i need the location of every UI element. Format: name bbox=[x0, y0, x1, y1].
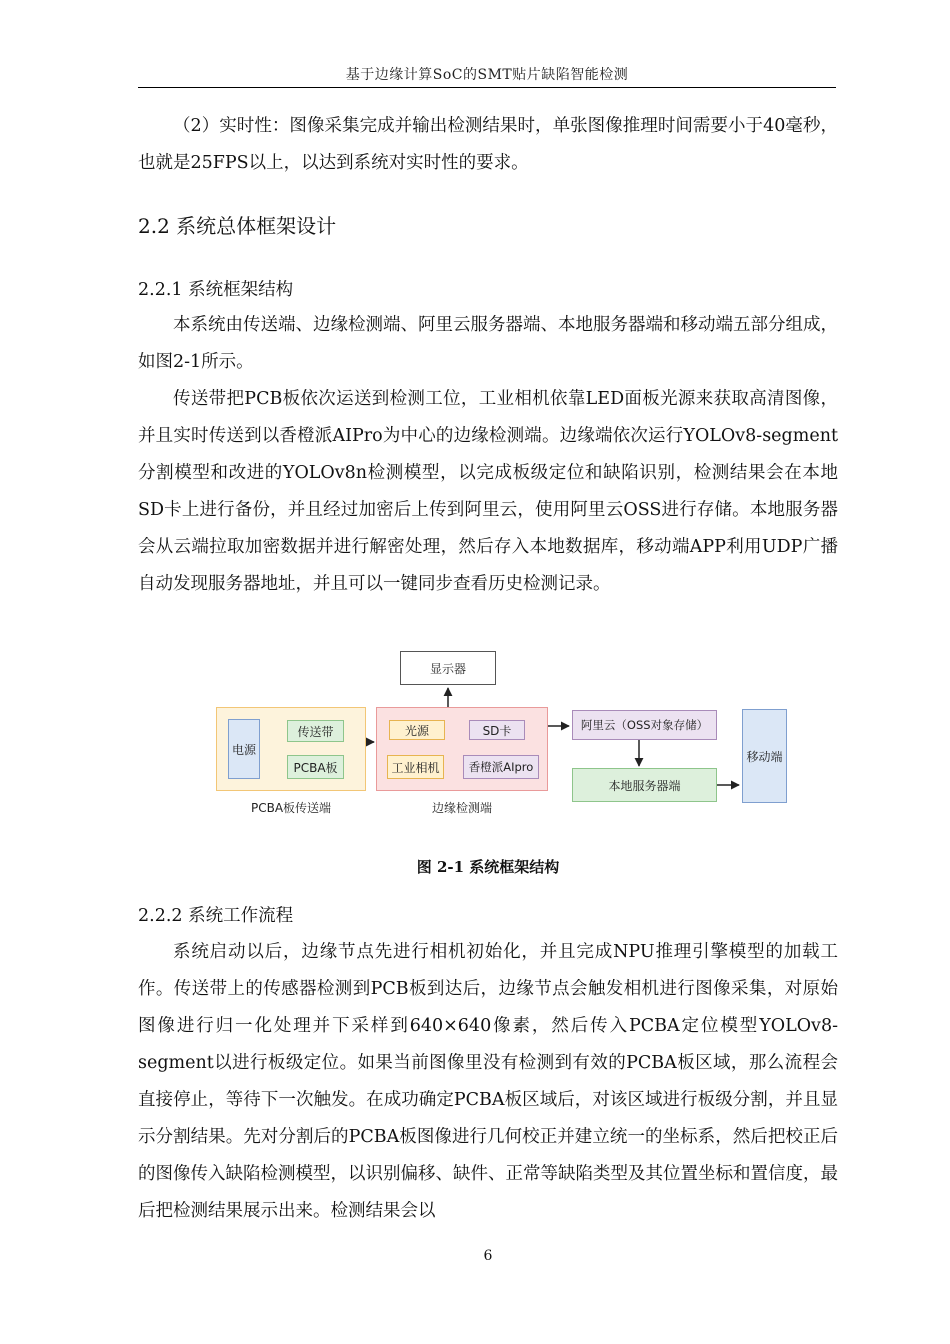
conveyor-box bbox=[287, 720, 344, 742]
light-label: 光源 bbox=[404, 723, 429, 738]
mobile-label: 移动端 bbox=[746, 749, 783, 764]
aliyun-oss-box bbox=[572, 710, 717, 740]
page-number: 6 bbox=[483, 1248, 493, 1264]
paragraph-composition: 本系统由传送端、边缘检测端、阿里云服务器端、本地服务器端和移动端五部分组成，如图2-1所示。 bbox=[138, 315, 838, 372]
pcba-box bbox=[287, 755, 344, 779]
paragraph-realtime: （2）实时性：图像采集完成并输出检测结果时，单张图像推理时间需要小于40毫秒，也就是25FPS以上，以达到系统对实时性的要求。 bbox=[138, 116, 838, 173]
local-server-box bbox=[572, 768, 717, 802]
figure-caption: 图 2-1 系统框架结构 bbox=[416, 858, 560, 876]
aliyun-oss-label: 阿里云（OSS对象存储） bbox=[580, 718, 709, 732]
edge-group-label: 边缘检测端 bbox=[431, 801, 492, 815]
industrial-camera-box bbox=[387, 755, 444, 779]
header-rule bbox=[138, 87, 836, 88]
system-framework-diagram bbox=[214, 648, 794, 828]
industrial-camera-label: 工业相机 bbox=[391, 760, 440, 775]
display-box bbox=[400, 651, 496, 685]
display-label: 显示器 bbox=[429, 661, 466, 676]
orangepi-box bbox=[463, 755, 539, 779]
mobile-box bbox=[742, 709, 787, 803]
sd-card-label: SD卡 bbox=[482, 723, 512, 738]
power-box bbox=[228, 719, 260, 779]
section-heading-2-2-1: 2.2.1 系统框架结构 bbox=[138, 280, 294, 300]
light-box bbox=[389, 720, 445, 740]
conveyor-label: 传送带 bbox=[297, 724, 334, 739]
local-server-label: 本地服务器端 bbox=[608, 778, 681, 793]
transfer-group-label: PCBA板传送端 bbox=[250, 801, 332, 815]
section-heading-2-2: 2.2 系统总体框架设计 bbox=[138, 214, 337, 238]
pcba-label: PCBA板 bbox=[293, 760, 338, 775]
sd-card-box bbox=[469, 720, 525, 740]
paragraph-workflow: 系统启动以后，边缘节点先进行相机初始化，并且完成NPU推理引擎模型的加载工作。传送带上的传感器检测到PCB板到达后，边缘节点会触发相机进行图像采集，对原始图像进行归一化处理并下采样到640×640像素，然后传入PCBA定位模型YOLOv8-segment以进行板级定位。如果当前图像里没有检测到有效的PCBA板区域，那么流程会直接停止，等待下一次触发。在成功确定PCBA板区域后，对该区域进行板级分割，并且显示分割结果。先对分割后的PCBA板图像进行几何校正并建立统一的坐标系，然后把校正后的图像传入缺陷检测模型，以识别偏移、缺件、正常等缺陷类型及其位置坐标和置信度，最后把检测结果展示出来。检测结果会以 bbox=[138, 942, 838, 1221]
orangepi-label: 香橙派AIpro bbox=[468, 760, 534, 774]
power-label: 电源 bbox=[231, 742, 256, 757]
running-header: 基于边缘计算SoC的SMT贴片缺陷智能检测 bbox=[345, 67, 629, 83]
section-heading-2-2-2: 2.2.2 系统工作流程 bbox=[138, 906, 294, 926]
paragraph-framework: 传送带把PCB板依次运送到检测工位，工业相机依靠LED面板光源来获取高清图像，并且实时传送到以香橙派AIPro为中心的边缘检测端。边缘端依次运行YOLOv8-segment分割模型和改进的YOLOv8n检测模型，以完成板级定位和缺陷识别，检测结果会在本地SD卡上进行备份，并且经过加密后上传到阿里云，使用阿里云OSS进行存储。本地服务器会从云端拉取加密数据并进行解密处理，然后存入本地数据库，移动端APP利用UDP广播自动发现服务器地址，并且可以一键同步查看历史检测记录。 bbox=[138, 389, 838, 594]
